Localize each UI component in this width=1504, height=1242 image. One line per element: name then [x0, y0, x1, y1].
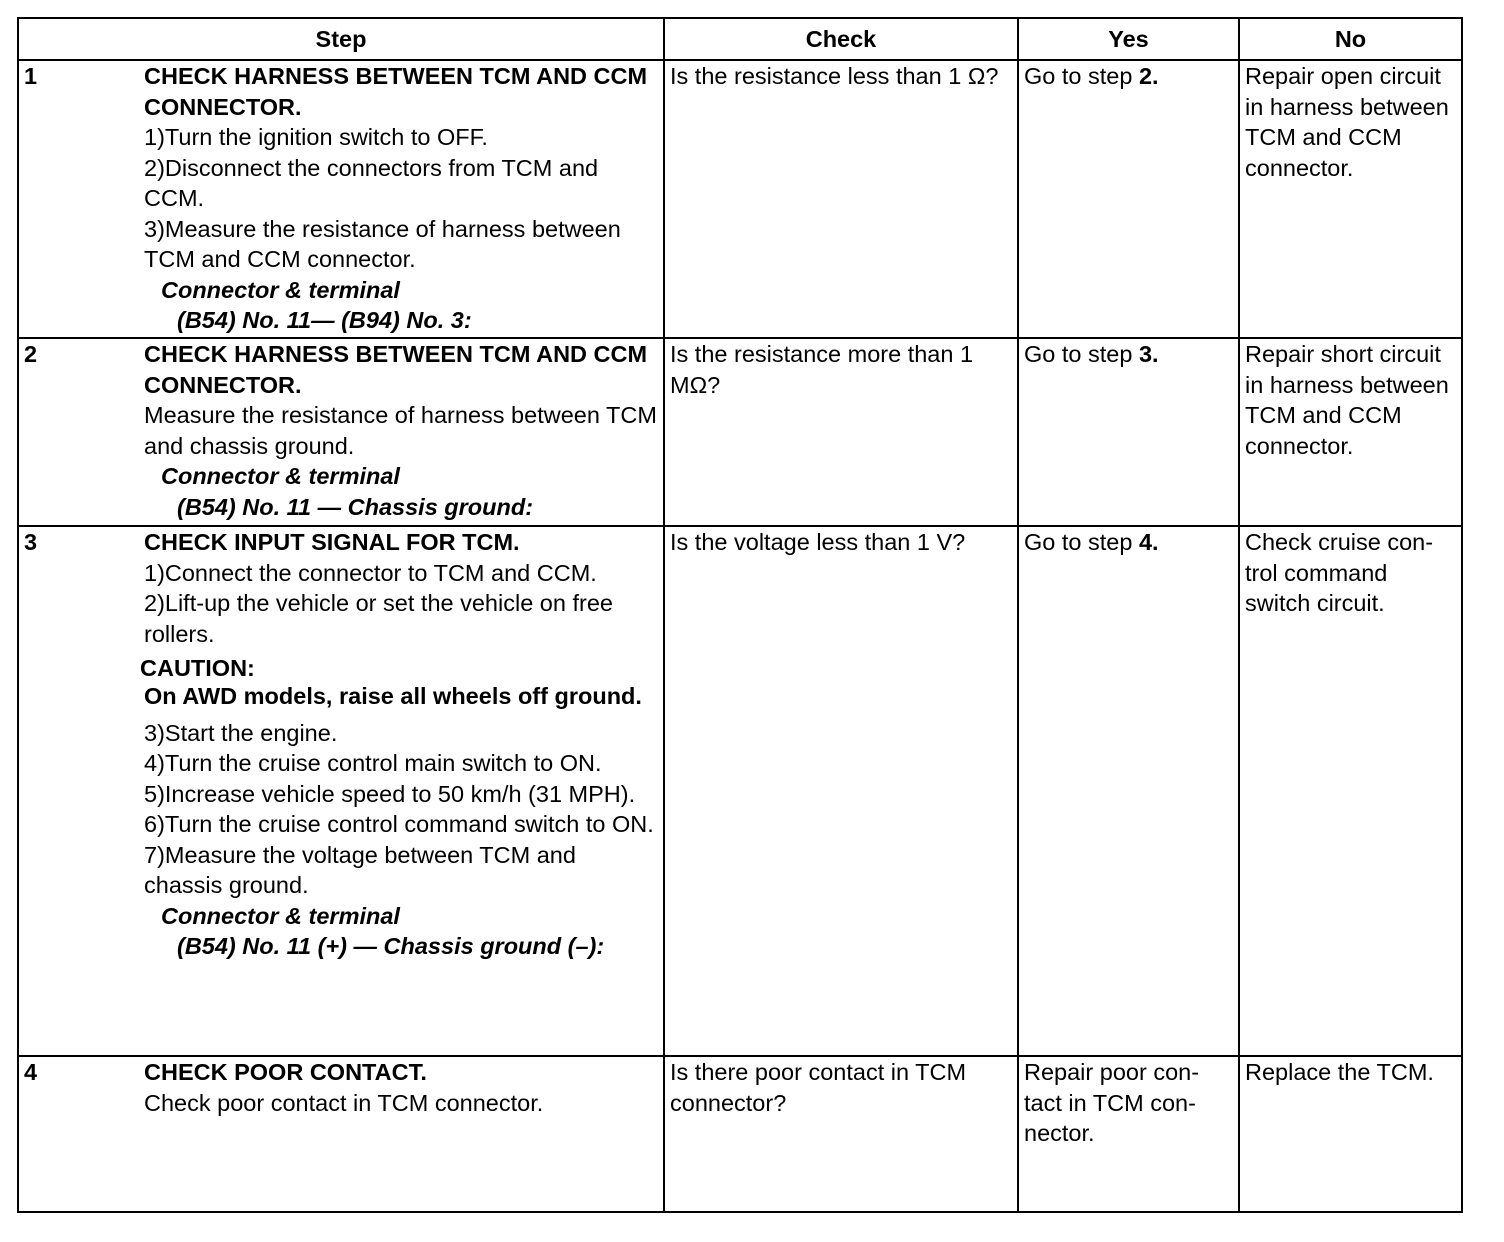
yes-cell: Repair poor con-tact in TCM con-nector. — [1018, 1056, 1239, 1212]
yes-text: Go to step — [1024, 529, 1139, 555]
step-number: 1 — [24, 63, 38, 89]
yes-text: Go to step — [1024, 63, 1139, 89]
connector-value: (B54) No. 11— (B94) No. 3: — [177, 307, 472, 333]
header-check: Check — [664, 18, 1018, 60]
step-line: 5)Increase vehicle speed to 50 km/h (31 MPH). — [144, 780, 636, 807]
step-line: Measure the resistance of harness between TCM and chassis ground. — [144, 402, 657, 459]
step-title: CHECK INPUT SIGNAL FOR TCM. — [144, 529, 520, 555]
yes-cell — [1018, 526, 1239, 1056]
no-cell: Repair open circuit in harness between TCM and CCM connector. — [1239, 60, 1462, 338]
check-cell: Is the resistance more than 1 MΩ? — [664, 338, 1018, 526]
step-line: 1)Turn the ignition switch to OFF. — [144, 124, 488, 150]
caution-label: CAUTION: — [140, 655, 255, 681]
step-line: 4)Turn the cruise control main switch to ON. — [144, 750, 602, 776]
step-cell — [18, 1056, 664, 1212]
check-cell: Is the voltage less than 1 V? — [664, 526, 1018, 1056]
step-cell — [18, 338, 664, 526]
yes-cell — [1018, 60, 1239, 338]
step-cell — [18, 60, 664, 338]
no-cell: Check cruise con-trol command switch circuit. — [1239, 526, 1462, 1056]
step-number: 3 — [24, 529, 38, 555]
step-line: 3)Measure the resistance of harness between TCM and CCM connector. — [144, 215, 621, 272]
yes-text: Go to step — [1024, 341, 1139, 367]
step-title: CHECK HARNESS BETWEEN TCM AND CCM CONNECTOR. — [144, 63, 648, 120]
step-number: 4 — [24, 1059, 38, 1085]
connector-value: (B54) No. 11 — Chassis ground: — [177, 493, 534, 520]
connector-value: (B54) No. 11 (+) — Chassis ground (–): — [177, 933, 605, 959]
check-cell: Is there poor contact in TCM connector? — [664, 1056, 1018, 1212]
header-yes: Yes — [1018, 18, 1239, 60]
table-row — [18, 1056, 1462, 1212]
header-step: Step — [18, 18, 664, 60]
table-row — [18, 60, 1462, 338]
diagnostic-table — [17, 17, 1463, 1213]
step-title: CHECK HARNESS BETWEEN TCM AND CCM CONNECTOR. — [144, 341, 648, 398]
step-line: 6)Turn the cruise control command switch to ON. — [144, 811, 654, 837]
step-line: 3)Start the engine. — [144, 719, 338, 746]
no-cell: Replace the TCM. — [1239, 1056, 1462, 1212]
caution-text: On AWD models, raise all wheels off ground. — [144, 683, 642, 709]
yes-cell — [1018, 338, 1239, 526]
step-line: 7)Measure the voltage between TCM and chassis ground. — [144, 841, 576, 898]
step-cell — [18, 526, 664, 1056]
connector-label: Connector & terminal — [161, 276, 400, 303]
check-cell: Is the resistance less than 1 Ω? — [664, 60, 1018, 338]
step-line: Check poor contact in TCM connector. — [144, 1089, 544, 1116]
step-line: 2)Disconnect the connectors from TCM and CCM. — [144, 154, 599, 211]
connector-label: Connector & terminal — [161, 463, 400, 489]
yes-step: 4. — [1138, 529, 1159, 555]
step-line: 2)Lift-up the vehicle or set the vehicle on free rollers. — [144, 590, 613, 647]
header-no: No — [1239, 18, 1462, 60]
header-row — [18, 18, 1462, 60]
step-number: 2 — [24, 341, 38, 367]
connector-label: Connector & terminal — [161, 902, 400, 929]
table-row — [18, 526, 1462, 1056]
yes-step: 2. — [1138, 63, 1159, 89]
yes-step: 3. — [1138, 341, 1159, 367]
step-title: CHECK POOR CONTACT. — [144, 1059, 427, 1085]
step-line: 1)Connect the connector to TCM and CCM. — [144, 559, 597, 586]
no-cell: Repair short circuit in harness between TCM and CCM connector. — [1239, 338, 1462, 526]
table-row — [18, 338, 1462, 526]
